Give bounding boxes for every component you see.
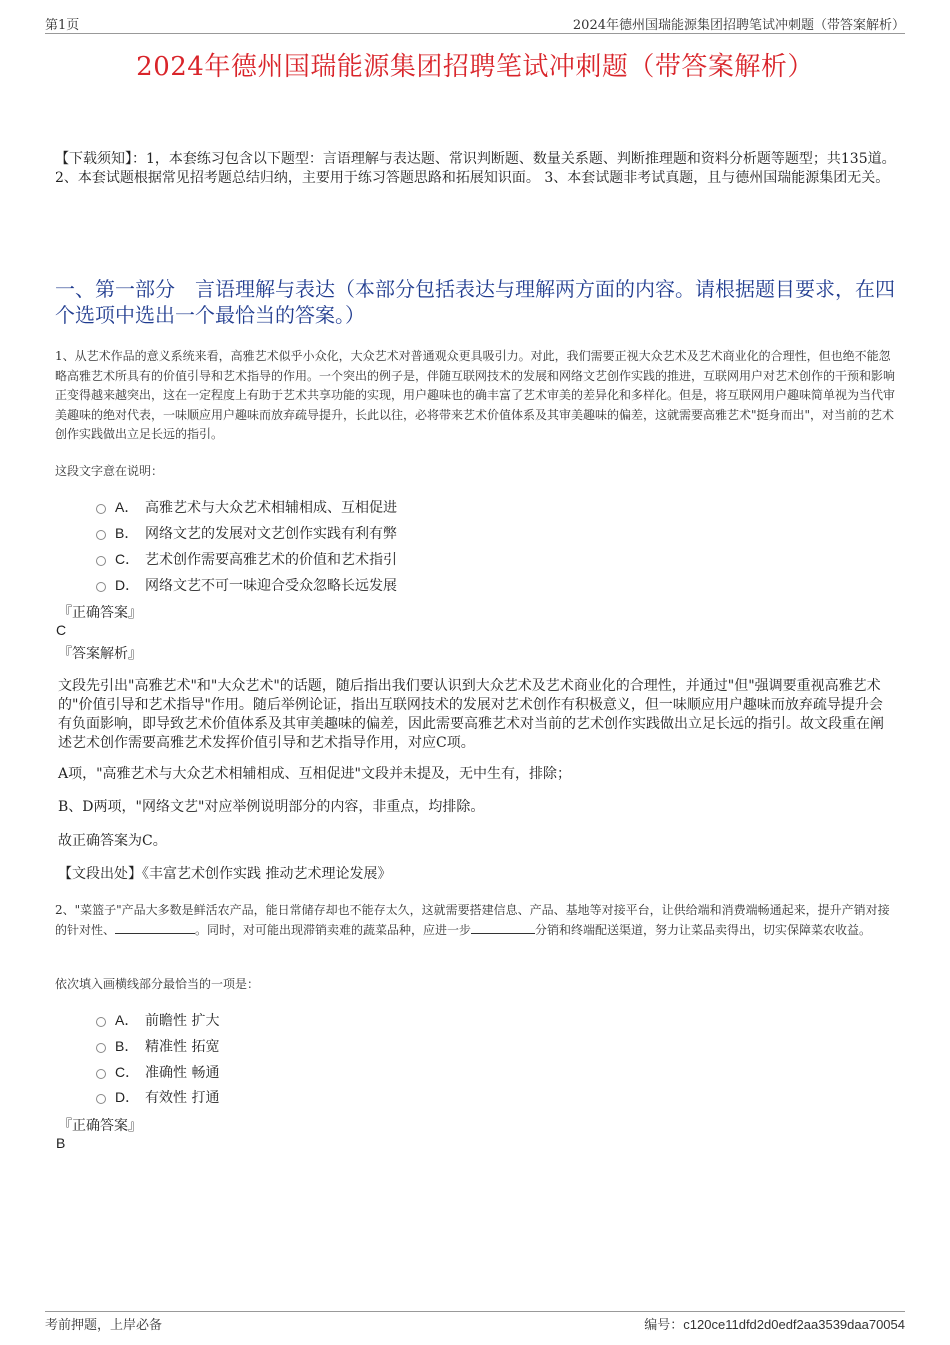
q2-option-a[interactable]: A． 前瞻性 扩大	[96, 1010, 219, 1030]
page-title: 2024年德州国瑞能源集团招聘笔试冲刺题（带答案解析）	[136, 52, 814, 82]
q2-answer: B	[56, 1135, 66, 1151]
question-2-prompt: 依次填入画横线部分最恰当的一项是：	[55, 977, 260, 991]
footer-slogan: 考前押题，上岸必备	[45, 1318, 163, 1333]
q1-analysis-paragraph: 文段先引出"高雅艺术"和"大众艺术"的话题，随后指出我们要认识到大众艺术及艺术商业化的合理性，并通过"但"强调要重视高雅艺术的"价值引导和艺术指导"作用。随后举例论证，指出互联网技术的发展对艺术创作有积极意义，但一味顺应用户趣味而放弃疏导提升会有负面影响，即导致艺术价值体系及其审美趣味的偏差，因此需要高雅艺术对当前的艺术创作实践做出立足长远的指引。故文段重在阐述艺术创作需要高雅艺术发挥价值引导和艺术指导作用，对应C项。	[58, 678, 884, 751]
radio-icon[interactable]	[96, 1069, 106, 1079]
fill-blank-2[interactable]	[471, 921, 535, 934]
radio-icon[interactable]	[96, 504, 106, 514]
radio-icon[interactable]	[96, 1094, 106, 1104]
question-2-text: 2、"菜篮子"产品大多数是鲜活农产品，能日常储存却也不能存太久，这就需要搭建信息、产品、基地等对接平台，让供给端和消费端畅通起来，提升产销对接的针对性、 。同时，对可能出现滞销卖难的蔬菜品种，应进一步 分销和终端配送渠道，努力让菜品卖得出，切实保障菜农收益。	[55, 903, 890, 937]
q1-option-c[interactable]: C． 艺术创作需要高雅艺术的价值和艺术指引	[96, 549, 397, 569]
q1-option-b[interactable]: B． 网络文艺的发展对文艺创作实践有利有弊	[96, 523, 397, 543]
q1-option-a[interactable]: A． 高雅艺术与大众艺术相辅相成、互相促进	[96, 497, 397, 517]
section-title: 一、第一部分 言语理解与表达（本部分包括表达与理解两方面的内容。请根据题目要求，在四个选项中选出一个最恰当的答案。）	[55, 277, 895, 327]
q1-answer-label: 『正确答案』	[58, 605, 142, 621]
header-divider	[45, 33, 905, 34]
q1-option-d[interactable]: D． 网络文艺不可一味迎合受众忽略长远发展	[96, 575, 397, 595]
radio-icon[interactable]	[96, 582, 106, 592]
radio-icon[interactable]	[96, 1043, 106, 1053]
footer-divider	[45, 1311, 905, 1312]
radio-icon[interactable]	[96, 530, 106, 540]
q1-analysis-option-a: A项，"高雅艺术与大众艺术相辅相成、互相促进"文段并未提及，无中生有，排除；	[58, 766, 571, 782]
q2-option-b[interactable]: B． 精准性 拓宽	[96, 1036, 219, 1056]
question-1-text: 1、从艺术作品的意义系统来看，高雅艺术似乎小众化，大众艺术对普通观众更具吸引力。对此，我们需要正视大众艺术及艺术商业化的合理性，但也绝不能忽略高雅艺术所具有的价值引导和艺术指导的作用。一个突出的例子是，伴随互联网技术的发展和网络文艺创作实践的推进，互联网用户对艺术创作的干预和影响正变得越来越突出，这在一定程度上有助于艺术共享功能的实现，用户趣味也的确丰富了艺术审美的差异化和多样化。但是，将互联网用户趣味简单视为当代审美趣味的绝对代表，一味顺应用户趣味而放弃疏导提升，长此以往，必将带来艺术价值体系及其审美趣味的偏差，这就需要高雅艺术"挺身而出"，对当前的艺术创作实践做出立足长远的指引。	[55, 349, 896, 441]
page-number: 第1页	[45, 18, 80, 33]
q1-analysis-label: 『答案解析』	[58, 646, 142, 662]
fill-blank-1[interactable]	[115, 921, 195, 934]
header-doc-title: 2024年德州国瑞能源集团招聘笔试冲刺题（带答案解析）	[572, 18, 905, 33]
q2-answer-label: 『正确答案』	[58, 1118, 142, 1134]
q1-analysis-options-bd: B、D两项，"网络文艺"对应举例说明部分的内容，非重点，均排除。	[58, 799, 485, 815]
q2-option-c[interactable]: C． 准确性 畅通	[96, 1062, 219, 1082]
question-1-prompt: 这段文字意在说明：	[55, 464, 164, 478]
download-notice: 【下载须知】：1，本套练习包含以下题型：言语理解与表达题、常识判断题、数量关系题、判断推理题和资料分析题等题型；共135道。 2、本套试题根据常见招考题总结归纳，主要用于练习答题思路和拓展知识面。 3、本套试题非考试真题，且与德州国瑞能源集团无关。	[55, 151, 896, 186]
radio-icon[interactable]	[96, 1017, 106, 1027]
radio-icon[interactable]	[96, 556, 106, 566]
footer-doc-code: 编号：c120ce11dfd2d0edf2aa3539daa70054	[644, 1317, 905, 1333]
q1-analysis-conclusion: 故正确答案为C。	[58, 833, 167, 849]
q2-option-d[interactable]: D． 有效性 打通	[96, 1087, 219, 1107]
q1-answer: C	[56, 622, 67, 638]
q1-source: 【文段出处】《丰富艺术创作实践 推动艺术理论发展》	[58, 866, 392, 882]
